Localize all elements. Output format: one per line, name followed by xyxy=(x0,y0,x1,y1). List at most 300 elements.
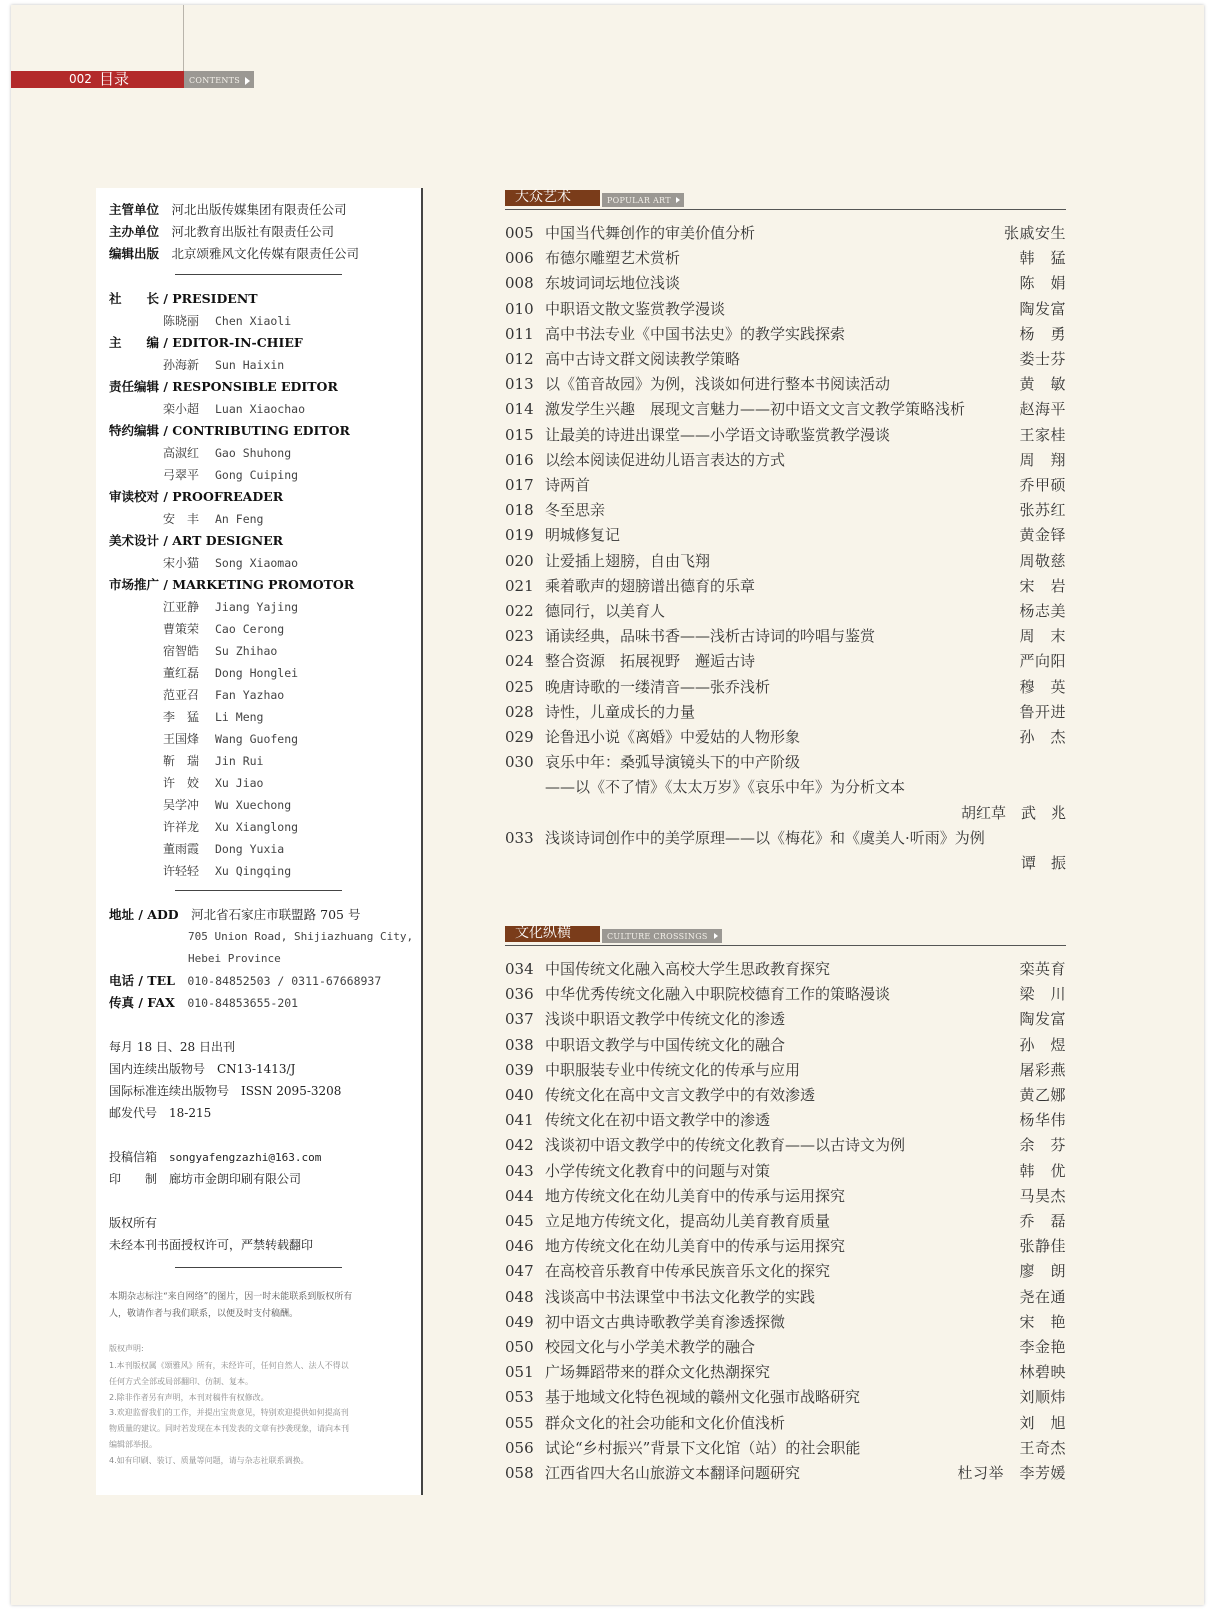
publication-info: 国内连续出版物号 CN13-1413/J xyxy=(109,1062,296,1076)
toc-entry xyxy=(505,1133,1066,1158)
masthead-person-cn: 许轻轻 xyxy=(163,864,200,878)
toc-author: 宋 艳 xyxy=(1019,1312,1066,1331)
masthead-org-gap xyxy=(159,224,172,239)
toc-title: 浅谈初中语文教学中的传统文化教育——以古诗文为例 xyxy=(545,1136,906,1155)
toc-page-number: 047 xyxy=(505,1262,534,1281)
toc-entry xyxy=(505,1385,1066,1410)
toc-title: 诗两首 xyxy=(545,476,591,494)
toc-title: 以《笛音故园》为例，浅谈如何进行整本书阅读活动 xyxy=(545,375,891,394)
toc-entry xyxy=(505,423,1066,448)
masthead-org-label: 编辑出版 xyxy=(109,246,160,261)
toc-author: 韩 优 xyxy=(1019,1161,1066,1180)
toc-entry xyxy=(505,347,1066,372)
toc-entry xyxy=(505,523,1066,548)
toc-page-number: 016 xyxy=(505,450,534,469)
masthead-person-en: Song Xiaomao xyxy=(215,556,299,570)
toc-author: 黄 敏 xyxy=(1019,375,1066,394)
toc-page-number: 005 xyxy=(505,224,534,242)
toc-page-number: 058 xyxy=(505,1464,534,1482)
toc-title: 激发学生兴趣 展现文言魅力——初中语文文言文教学策略浅析 xyxy=(545,400,966,419)
toc-entry xyxy=(505,750,1066,775)
toc-title: 群众文化的社会功能和文化价值浅析 xyxy=(545,1413,786,1432)
triangle-arrow-icon xyxy=(245,77,250,85)
toc-author: 赵海平 xyxy=(1019,400,1066,419)
toc-page-number: 024 xyxy=(505,652,534,671)
toc-author: 胡红草 武 兆 xyxy=(960,803,1066,822)
page-number: 002 xyxy=(69,72,92,86)
toc-page-number: 019 xyxy=(505,526,534,545)
toc-author: 刘顺炜 xyxy=(1019,1388,1066,1407)
masthead-person-cn: 靳 瑞 xyxy=(163,754,200,768)
toc-page-number: 008 xyxy=(505,274,534,293)
toc-author: 杨志美 xyxy=(1019,602,1066,620)
toc-entry xyxy=(505,624,1066,649)
toc-title: 乘着歌声的翅膀谱出德育的乐章 xyxy=(545,576,756,595)
section-rule xyxy=(505,945,1066,946)
toc-page-number: 028 xyxy=(505,702,534,721)
toc-page-number: 048 xyxy=(505,1287,534,1306)
toc-entry xyxy=(505,574,1066,599)
toc-title: 让最美的诗进出课堂——小学语文诗歌鉴赏教学漫谈 xyxy=(545,425,891,444)
masthead-person-en: Xu Qingqing xyxy=(215,864,292,878)
masthead-role-title: 审读校对 / PROOFREADER xyxy=(109,489,284,504)
toc-entry xyxy=(505,1259,1066,1284)
address-value-en-2: Hebei Province xyxy=(188,952,281,965)
toc-title: 浅谈诗词创作中的美学原理——以《梅花》和《虞美人·听雨》为例 xyxy=(545,828,985,847)
header-contents-tab-label: CONTENTS xyxy=(189,76,241,85)
toc-title: 基于地域文化特色视域的赣州文化强市战略研究 xyxy=(545,1388,861,1407)
toc-entry xyxy=(505,1310,1066,1335)
toc-author: 穆 英 xyxy=(1019,677,1066,696)
toc-author: 谭 振 xyxy=(1020,854,1066,872)
masthead-person-cn: 栾小超 xyxy=(163,402,200,416)
tel-value: 010-84852503 / 0311-67668937 xyxy=(187,974,382,988)
contact-label: 印 制 xyxy=(109,1172,158,1186)
toc-title: 让爱插上翅膀，自由飞翔 xyxy=(545,551,711,570)
toc-page-number: 013 xyxy=(505,375,534,394)
masthead-person xyxy=(163,313,291,329)
masthead-person-cn: 弓翠平 xyxy=(163,468,200,482)
masthead-person xyxy=(163,819,298,835)
masthead-person xyxy=(163,709,263,725)
toc-author: 杜习举 李芳媛 xyxy=(957,1464,1066,1482)
masthead-contact xyxy=(109,1171,301,1187)
toc-entry xyxy=(505,725,1066,750)
masthead-person-en: Chen Xiaoli xyxy=(215,314,292,328)
toc-entry xyxy=(505,498,1066,523)
toc-author: 杨 勇 xyxy=(1019,324,1066,343)
masthead-person-en: Fan Yazhao xyxy=(215,688,285,702)
masthead-person-cn: 范亚召 xyxy=(163,688,200,702)
masthead-person-en: Wu Xuechong xyxy=(215,798,292,812)
toc-page-number: 040 xyxy=(505,1086,534,1104)
toc-author: 鲁开进 xyxy=(1019,702,1066,721)
toc-entry xyxy=(505,372,1066,397)
toc-author: 余 芬 xyxy=(1019,1136,1066,1155)
masthead-person-cn: 董红磊 xyxy=(163,666,200,680)
toc-author: 周 末 xyxy=(1019,627,1066,646)
toc-entry xyxy=(505,1033,1066,1058)
toc-title: 传统文化在初中语文教学中的渗透 xyxy=(545,1111,771,1130)
toc-page-number: 042 xyxy=(505,1136,534,1155)
toc-author: 韩 猛 xyxy=(1019,249,1066,268)
masthead-org-value: 河北教育出版社有限责任公司 xyxy=(171,224,335,239)
toc-author: 梁 川 xyxy=(1019,985,1066,1004)
contact-label: 投稿信箱 xyxy=(109,1150,158,1164)
toc-title: 中国当代舞创作的审美价值分析 xyxy=(545,224,756,242)
header-vertical-rule xyxy=(183,5,184,75)
toc-author: 乔 磊 xyxy=(1019,1212,1066,1230)
masthead-person xyxy=(163,797,291,813)
section-title: 文化纵横 xyxy=(515,925,571,941)
masthead-person-en: Wang Guofeng xyxy=(215,732,299,746)
masthead-person-cn: 孙海新 xyxy=(163,358,200,372)
masthead-org-value: 河北出版传媒集团有限责任公司 xyxy=(171,202,347,217)
toc-entry xyxy=(505,322,1066,347)
toc-page-number: 020 xyxy=(505,551,534,570)
toc-entry xyxy=(505,1461,1066,1486)
masthead-person-cn: 李 猛 xyxy=(163,710,200,724)
masthead-person-cn: 董雨霞 xyxy=(163,842,200,856)
toc-page-number: 014 xyxy=(505,400,534,419)
masthead-org-row xyxy=(109,202,347,218)
masthead-person-en: Gao Shuhong xyxy=(215,446,292,460)
masthead-person-cn: 安 丰 xyxy=(163,512,200,526)
toc-author: 乔甲硕 xyxy=(1019,476,1066,494)
toc-title: 中华优秀传统文化融入中职院校德育工作的策略漫谈 xyxy=(545,985,891,1004)
toc-page-number: 015 xyxy=(505,425,534,444)
toc-author: 王奇杰 xyxy=(1019,1438,1066,1457)
statement-line: 物质量的建议。同时若发现在本刊发表的文章有抄袭现象，请向本刊 xyxy=(109,1424,349,1434)
notice-text: 本期杂志标注“来自网络”的图片，因一时未能联系到版权所有 xyxy=(109,1292,353,1302)
section-title: 大众艺术 xyxy=(515,189,571,205)
toc-entry xyxy=(505,448,1066,473)
toc-title: 高中古诗文群文阅读教学策略 xyxy=(545,350,741,368)
toc-title: 整合资源 拓展视野 邂逅古诗 xyxy=(545,652,756,671)
toc-title: 中职语文散文鉴赏教学漫谈 xyxy=(545,299,726,318)
toc-page-number: 041 xyxy=(505,1111,534,1130)
toc-title: 以绘本阅读促进幼儿语言表达的方式 xyxy=(545,450,786,469)
statement-line: 1.本刊版权属《颂雅风》所有，未经许可，任何自然人、法人不得以 xyxy=(109,1361,349,1370)
masthead-role-title: 责任编辑 / RESPONSIBLE EDITOR xyxy=(109,379,338,394)
masthead-fax xyxy=(109,995,298,1011)
toc-author: 栾英育 xyxy=(1019,960,1066,978)
masthead-role-title: 美术设计 / ART DESIGNER xyxy=(109,533,284,548)
masthead-role-title: 主 编 / EDITOR-IN-CHIEF xyxy=(109,335,303,350)
masthead-person xyxy=(163,665,298,681)
masthead-person-en: Dong Yuxia xyxy=(215,842,285,856)
masthead-divider xyxy=(421,188,423,1495)
address-label: 地址 / ADD xyxy=(109,907,179,922)
toc-title: 初中语文古典诗歌教学美育渗透探微 xyxy=(545,1312,786,1331)
masthead-person xyxy=(163,753,263,769)
toc-page-number: 039 xyxy=(505,1060,534,1079)
masthead-org-label: 主办单位 xyxy=(109,224,160,239)
masthead-person xyxy=(163,863,291,879)
masthead-person-cn: 王国烽 xyxy=(163,732,200,746)
toc-entry xyxy=(505,1411,1066,1436)
statement-line: 4.如有印刷、装订、质量等问题，请与杂志社联系调换。 xyxy=(109,1455,309,1465)
toc-title: 诵读经典，品味书香——浅析古诗词的吟唱与鉴赏 xyxy=(545,627,876,646)
page-heading: 目录 xyxy=(99,70,130,88)
rights-text: 版权所有 xyxy=(109,1216,158,1230)
toc-page-number: 051 xyxy=(505,1363,534,1382)
toc-title: 明城修复记 xyxy=(545,526,621,545)
toc-author: 王家桂 xyxy=(1019,425,1066,444)
toc-page-number: 055 xyxy=(505,1413,534,1432)
masthead-org-row xyxy=(109,246,359,262)
masthead-contact xyxy=(109,1149,321,1166)
masthead-person-en: Gong Cuiping xyxy=(215,468,299,482)
toc-page-number: 038 xyxy=(505,1035,534,1054)
toc-page-number: 025 xyxy=(505,677,534,696)
toc-author: 陈 娟 xyxy=(1019,274,1066,293)
toc-entry xyxy=(505,675,1066,700)
toc-title: 在高校音乐教育中传承民族音乐文化的探究 xyxy=(545,1262,831,1281)
toc-entry xyxy=(505,1108,1066,1133)
toc-author: 屠彩燕 xyxy=(1019,1060,1066,1079)
toc-page-number: 045 xyxy=(505,1212,534,1230)
masthead-person xyxy=(163,467,298,483)
toc-author: 陶发富 xyxy=(1019,1010,1066,1029)
toc-title: 中职语文教学与中国传统文化的融合 xyxy=(545,1035,786,1054)
toc-entry xyxy=(505,473,1066,498)
header-red-band xyxy=(11,71,184,88)
toc-author: 宋 岩 xyxy=(1019,576,1066,595)
toc-author: 廖 朗 xyxy=(1019,1262,1066,1281)
masthead-person-cn: 高淑红 xyxy=(163,446,200,460)
toc-page-number: 021 xyxy=(505,576,534,595)
masthead-person-cn: 陈晓丽 xyxy=(163,314,200,328)
toc-author: 周敬慈 xyxy=(1019,551,1066,570)
masthead-person-cn: 许祥龙 xyxy=(163,820,200,834)
publication-info: 每月 18 日、28 日出刊 xyxy=(109,1040,235,1054)
masthead-person-cn: 许 姣 xyxy=(163,776,200,790)
statement-title: 版权声明: xyxy=(109,1344,144,1353)
toc-entry xyxy=(505,1007,1066,1032)
statement-line: 编辑部举报。 xyxy=(109,1440,157,1449)
toc-page-number: 049 xyxy=(505,1312,534,1331)
masthead-person-en: Luan Xiaochao xyxy=(215,402,306,416)
address-value-en-1: 705 Union Road, Shijiazhuang City, xyxy=(188,930,414,943)
masthead-tel xyxy=(109,973,381,989)
toc-entry xyxy=(505,1234,1066,1259)
masthead-person-en: Xu Jiao xyxy=(215,776,264,790)
rights-text: 未经本刊书面授权许可，严禁转载翻印 xyxy=(109,1238,314,1252)
masthead-rule xyxy=(175,274,342,275)
toc-author: 杨华伟 xyxy=(1019,1111,1066,1130)
toc-title: 浅谈中职语文教学中传统文化的渗透 xyxy=(545,1010,786,1029)
contact-gap xyxy=(157,1172,169,1186)
toc-entry xyxy=(505,957,1066,982)
toc-title: 中国传统文化融入高校大学生思政教育探究 xyxy=(545,960,831,978)
toc-title: 高中书法专业《中国书法史》的教学实践探索 xyxy=(545,324,846,343)
toc-page-number: 037 xyxy=(505,1010,534,1029)
toc-page-number: 036 xyxy=(505,985,534,1004)
masthead-person-en: Xu Xianglong xyxy=(215,820,299,834)
masthead-address xyxy=(109,907,360,923)
toc-page-number: 017 xyxy=(505,476,534,494)
toc-entry xyxy=(505,1360,1066,1385)
address-value-cn: 河北省石家庄市联盟路 705 号 xyxy=(191,907,361,922)
toc-page-number: 046 xyxy=(505,1237,534,1256)
tel-label: 电话 / TEL xyxy=(109,973,175,988)
masthead-role-title: 特约编辑 / CONTRIBUTING EDITOR xyxy=(109,423,350,438)
toc-title: 布德尔雕塑艺术赏析 xyxy=(545,249,681,268)
masthead-person xyxy=(163,445,291,461)
masthead-person-en: Jiang Yajing xyxy=(215,600,299,614)
masthead-person xyxy=(163,555,298,571)
triangle-arrow-icon xyxy=(714,933,718,939)
toc-author: 尧在通 xyxy=(1019,1287,1066,1306)
toc-page-number: 044 xyxy=(505,1186,534,1205)
masthead-person xyxy=(163,643,277,659)
toc-page-number: 033 xyxy=(505,828,534,847)
toc-entry xyxy=(505,649,1066,674)
toc-page-number: 006 xyxy=(505,249,534,268)
fax-value: 010-84853655-201 xyxy=(187,996,299,1010)
toc-author: 马昊杰 xyxy=(1019,1186,1066,1205)
toc-entry xyxy=(505,599,1066,624)
toc-entry xyxy=(505,221,1066,246)
fax-label: 传真 / FAX xyxy=(109,995,175,1010)
masthead-person xyxy=(163,357,284,373)
masthead-person-en: An Feng xyxy=(215,512,264,526)
toc-entry xyxy=(505,1335,1066,1360)
contact-value: songyafengzazhi@163.com xyxy=(169,1151,322,1164)
statement-line: 任何方式全部或局部翻印、仿制、复本。 xyxy=(109,1376,253,1386)
masthead-person xyxy=(163,599,298,615)
toc-page-number: 029 xyxy=(505,728,534,746)
toc-entry xyxy=(505,549,1066,574)
toc-page-number: 012 xyxy=(505,350,534,368)
toc-title: 地方传统文化在幼儿美育中的传承与运用探究 xyxy=(545,1186,846,1205)
masthead-person-en: Sun Haixin xyxy=(215,358,285,372)
masthead-person xyxy=(163,687,284,703)
toc-title: 立足地方传统文化，提高幼儿美育教育质量 xyxy=(545,1212,831,1230)
masthead-person xyxy=(163,401,305,417)
fax-gap xyxy=(175,995,188,1010)
toc-entry xyxy=(505,1184,1066,1209)
notice-text: 人，敬请作者与我们联系，以便及时支付稿酬。 xyxy=(109,1309,299,1319)
toc-page-number: 018 xyxy=(505,501,534,520)
toc-title: 哀乐中年：桑弧导演镜头下的中产阶级 xyxy=(545,753,801,772)
toc-entry xyxy=(505,246,1066,271)
masthead-person-cn: 曹策荣 xyxy=(163,622,200,636)
toc-author: 周 翔 xyxy=(1019,450,1066,469)
statement-line: 3.欢迎监督我们的工作，并提出宝贵意见，特别欢迎提供如何提高刊 xyxy=(109,1408,349,1418)
toc-author: 张静佳 xyxy=(1019,1237,1066,1256)
toc-page-number: 023 xyxy=(505,627,534,646)
masthead-person-en: Su Zhihao xyxy=(215,644,278,658)
toc-entry xyxy=(505,297,1066,322)
toc-author: 林碧映 xyxy=(1019,1363,1066,1382)
toc-title: 传统文化在高中文言文教学中的有效渗透 xyxy=(545,1086,816,1104)
masthead-person xyxy=(163,511,263,527)
toc-entry xyxy=(505,982,1066,1007)
masthead-person-cn: 吴学冲 xyxy=(163,798,200,812)
masthead-org-label: 主管单位 xyxy=(109,202,160,217)
toc-page-number: 043 xyxy=(505,1161,534,1180)
masthead-person xyxy=(163,841,284,857)
toc-entry xyxy=(505,826,1066,851)
masthead-role-title: 市场推广 / MARKETING PROMOTOR xyxy=(109,577,355,592)
toc-author: 张苏红 xyxy=(1019,501,1066,520)
publication-info: 国际标准连续出版物号 ISSN 2095-3208 xyxy=(109,1084,342,1098)
toc-entry xyxy=(505,1285,1066,1310)
masthead-person-cn: 宋小猫 xyxy=(163,556,200,570)
masthead-person-cn: 宿智皓 xyxy=(163,644,200,658)
toc-author: 孙 煜 xyxy=(1019,1035,1066,1054)
toc-page-number: 034 xyxy=(505,960,534,978)
section-rule xyxy=(505,209,1066,210)
masthead-role-title: 社 长 / PRESIDENT xyxy=(109,291,258,306)
toc-author: 黄金铎 xyxy=(1019,526,1066,545)
masthead-person-en: Li Meng xyxy=(215,710,264,724)
toc-title: 德同行，以美育人 xyxy=(545,602,666,620)
toc-page-number: 022 xyxy=(505,602,534,620)
toc-page-number: 050 xyxy=(505,1338,534,1356)
toc-entry xyxy=(505,1083,1066,1108)
statement-line: 2.除非作者另有声明，本刊对稿件有权修改。 xyxy=(109,1392,269,1402)
toc-title: 冬至思亲 xyxy=(545,501,606,520)
masthead-person-en: Cao Cerong xyxy=(215,622,285,636)
masthead-org-gap xyxy=(159,202,172,217)
toc-title: 中职服装专业中传统文化的传承与应用 xyxy=(545,1060,801,1079)
section-subtitle: CULTURE CROSSINGS xyxy=(607,932,708,941)
toc-author: 刘 旭 xyxy=(1019,1413,1066,1432)
publication-info: 邮发代号 18-215 xyxy=(109,1106,212,1120)
toc-title: 诗性，儿童成长的力量 xyxy=(545,702,696,721)
triangle-arrow-icon xyxy=(676,197,680,203)
toc-entry xyxy=(505,1159,1066,1184)
toc-title: 广场舞蹈带来的群众文化热潮探究 xyxy=(545,1363,771,1382)
toc-page-number: 056 xyxy=(505,1438,534,1457)
toc-title: 东坡词词坛地位浅谈 xyxy=(545,274,681,293)
toc-author: 黄乙娜 xyxy=(1019,1086,1066,1104)
section-subtitle: POPULAR ART xyxy=(607,196,671,205)
masthead-org-gap xyxy=(159,246,172,261)
toc-author: 严向阳 xyxy=(1019,652,1066,671)
toc-title: 校园文化与小学美术教学的融合 xyxy=(545,1338,756,1356)
toc-author: 李金艳 xyxy=(1019,1338,1066,1356)
masthead-person-en: Dong Honglei xyxy=(215,666,299,680)
toc-title-continuation: ——以《不了情》《太太万岁》《哀乐中年》为分析文本 xyxy=(545,778,906,797)
masthead-org-row xyxy=(109,224,334,240)
toc-page-number: 011 xyxy=(505,324,534,343)
masthead-rule xyxy=(175,1267,342,1268)
toc-title: 小学传统文化教育中的问题与对策 xyxy=(545,1161,771,1180)
toc-entry xyxy=(505,1209,1066,1234)
toc-page-number: 053 xyxy=(505,1388,534,1407)
toc-title: 晚唐诗歌的一缕清音——张乔浅析 xyxy=(545,677,771,696)
toc-title: 江西省四大名山旅游文本翻译问题研究 xyxy=(545,1464,801,1482)
toc-title: 浅谈高中书法课堂中书法文化教学的实践 xyxy=(545,1287,816,1306)
masthead-rule xyxy=(175,890,342,891)
toc-title: 地方传统文化在幼儿美育中的传承与运用探究 xyxy=(545,1237,846,1256)
masthead-person-en: Jin Rui xyxy=(215,754,264,768)
toc-entry xyxy=(505,700,1066,725)
contact-value: 廊坊市金朗印刷有限公司 xyxy=(169,1172,302,1186)
toc-entry xyxy=(505,1436,1066,1461)
toc-entry xyxy=(505,397,1066,422)
toc-page-number: 010 xyxy=(505,299,534,318)
masthead-person-cn: 江亚静 xyxy=(163,600,200,614)
toc-entry xyxy=(505,271,1066,296)
masthead-person xyxy=(163,731,298,747)
toc-entry xyxy=(505,1058,1066,1083)
toc-author: 陶发富 xyxy=(1019,299,1066,318)
